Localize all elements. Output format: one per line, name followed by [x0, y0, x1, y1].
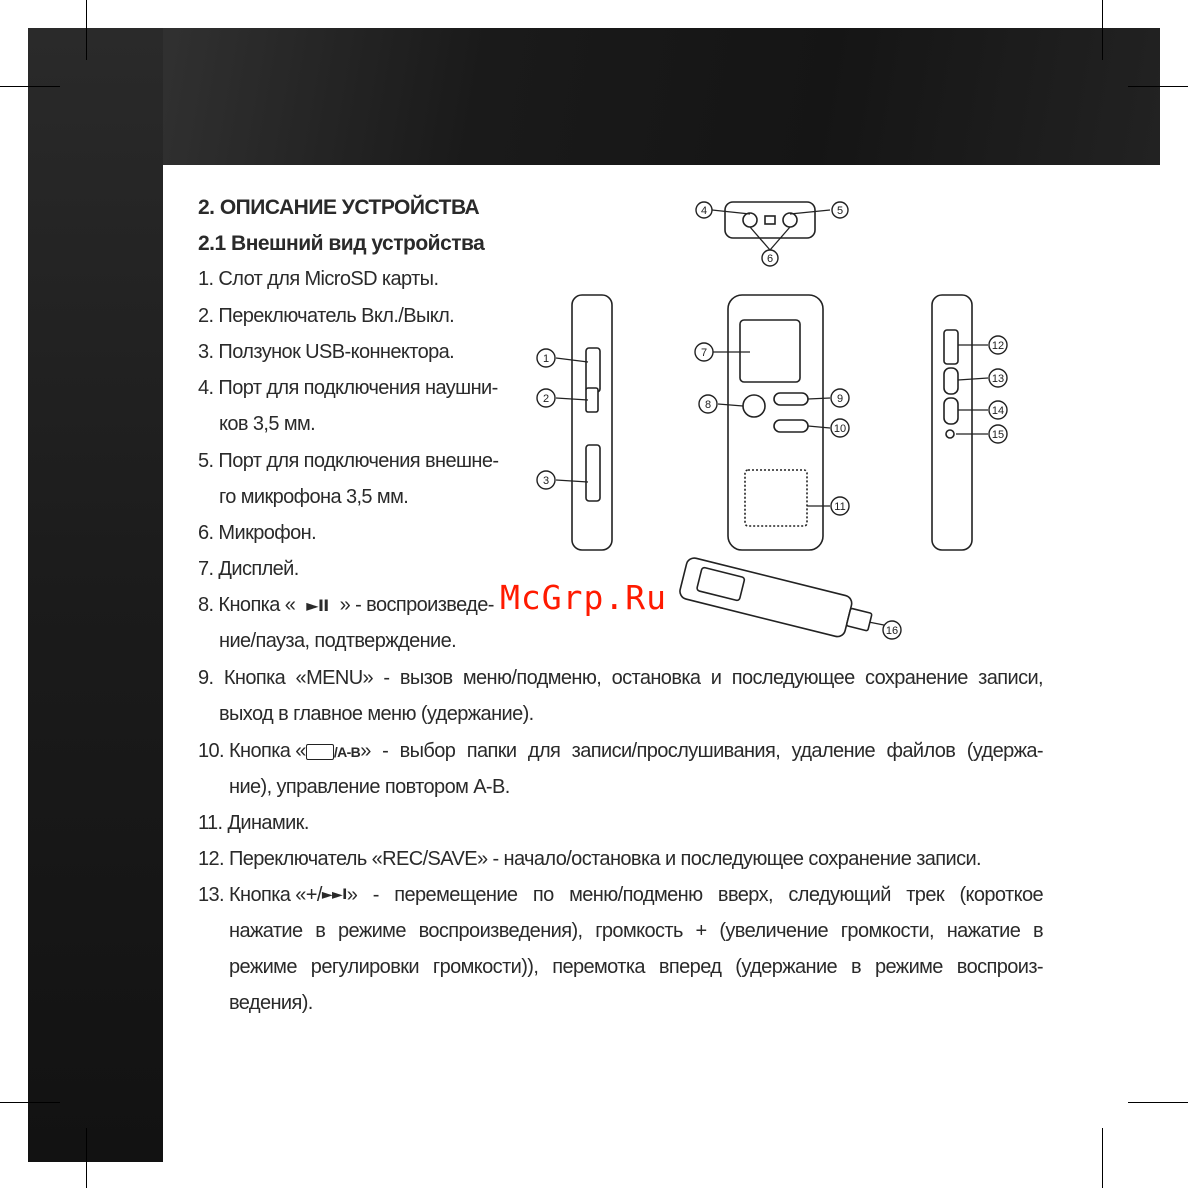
- svg-text:5: 5: [836, 205, 844, 217]
- watermark: McGrp.Ru: [500, 578, 667, 617]
- svg-text:13: 13: [991, 373, 1005, 385]
- callout-13: [989, 369, 1007, 387]
- svg-text:6: 6: [766, 253, 774, 265]
- crop-mark: [1128, 86, 1188, 87]
- list-item: режиме регулировки громкости)), перемотка вперед (удержание в режиме воспроиз-: [229, 956, 1043, 978]
- callout-9: [831, 389, 849, 407]
- device-usb-view: [678, 556, 894, 648]
- callout-12: [989, 336, 1007, 354]
- ab-button-label: /A-B: [333, 744, 361, 760]
- list-item-prefix: 10. Кнопка «: [198, 740, 306, 762]
- list-item: [198, 594, 494, 617]
- dark-header-band: [28, 28, 1160, 165]
- list-item-prefix: 8. Кнопка «: [198, 594, 296, 616]
- callout-15: [989, 425, 1007, 443]
- list-item: 6. Микрофон.: [198, 522, 317, 544]
- list-item: выход в главное меню (удержание).: [219, 703, 534, 725]
- list-item: 2. Переключатель Вкл./Выкл.: [198, 305, 455, 327]
- callout-11: [831, 497, 849, 515]
- section-title: 2. ОПИСАНИЕ УСТРОЙСТВА: [198, 196, 480, 219]
- list-item: 4. Порт для подключения наушни-: [198, 377, 498, 399]
- list-item: ние/пауза, подтверждение.: [219, 630, 457, 652]
- list-item-suffix: » - воспроизведе-: [339, 594, 494, 616]
- crop-mark: [1102, 0, 1103, 60]
- svg-text:8: 8: [704, 399, 712, 411]
- list-item: 11. Динамик.: [198, 812, 309, 834]
- callout-7: [695, 343, 713, 361]
- crop-mark: [86, 0, 87, 60]
- dark-side-band: [28, 28, 163, 1162]
- svg-text:2: 2: [542, 393, 550, 405]
- callout-1: [537, 349, 555, 367]
- list-item: го микрофона 3,5 мм.: [219, 486, 409, 508]
- svg-text:15: 15: [991, 429, 1005, 441]
- list-item: ведения).: [229, 992, 313, 1014]
- list-item: 9. Кнопка «MENU» - вызов меню/подменю, остановка и последующее сохранение записи,: [198, 667, 1043, 689]
- callout-14: [989, 401, 1007, 419]
- list-item: 3. Ползунок USB-коннектора.: [198, 341, 455, 363]
- callout-3: [537, 471, 555, 489]
- play-pause-icon: ►II: [306, 596, 329, 615]
- device-front-view: [712, 295, 830, 550]
- crop-mark: [0, 1102, 60, 1103]
- list-item-suffix: » - перемещение по меню/подменю вверх, следующий трек (короткое: [346, 884, 1043, 906]
- device-right-view: [932, 295, 988, 550]
- svg-text:11: 11: [834, 501, 846, 513]
- list-item: ков 3,5 мм.: [219, 413, 316, 435]
- svg-text:12: 12: [991, 340, 1005, 352]
- svg-text:14: 14: [991, 405, 1005, 417]
- callout-6: [762, 250, 778, 266]
- list-item: [198, 740, 1043, 763]
- crop-mark: [0, 86, 60, 87]
- list-item: [198, 884, 1043, 907]
- svg-text:9: 9: [836, 393, 844, 405]
- crop-mark: [1102, 1128, 1103, 1188]
- callout-8: [699, 395, 717, 413]
- callout-2: [537, 389, 555, 407]
- list-item-suffix: » - выбор папки для записи/прослушивания, удаление файлов (удержа-: [360, 740, 1043, 762]
- svg-text:7: 7: [700, 347, 708, 359]
- svg-text:4: 4: [700, 205, 708, 217]
- svg-text:10: 10: [833, 423, 847, 435]
- list-item: ние), управление повтором A-B.: [229, 776, 510, 798]
- device-top-view: [712, 202, 830, 250]
- callout-5: [832, 202, 848, 218]
- next-track-icon: ►►I: [321, 887, 347, 903]
- svg-text:16: 16: [885, 625, 899, 637]
- svg-text:1: 1: [542, 353, 550, 365]
- svg-text:3: 3: [542, 475, 550, 487]
- folder-icon: [306, 744, 334, 760]
- crop-mark: [1128, 1102, 1188, 1103]
- callout-4: [696, 202, 712, 218]
- list-item: нажатие в режиме воспроизведения), громкость + (увеличение громкости, нажатие в: [229, 920, 1043, 942]
- list-item: 12. Переключатель «REC/SAVE» - начало/остановка и последующее сохранение записи.: [198, 848, 982, 870]
- callout-16: [883, 621, 901, 639]
- crop-mark: [86, 1128, 87, 1188]
- list-item: 5. Порт для подключения внешне-: [198, 450, 499, 472]
- callout-10: [831, 419, 849, 437]
- list-item: 1. Слот для MicroSD карты.: [198, 268, 439, 290]
- device-left-view: [556, 295, 612, 550]
- section-subtitle: 2.1 Внешний вид устройства: [198, 232, 485, 255]
- list-item-prefix: 13. Кнопка «+/: [198, 884, 322, 906]
- list-item: 7. Дисплей.: [198, 558, 299, 580]
